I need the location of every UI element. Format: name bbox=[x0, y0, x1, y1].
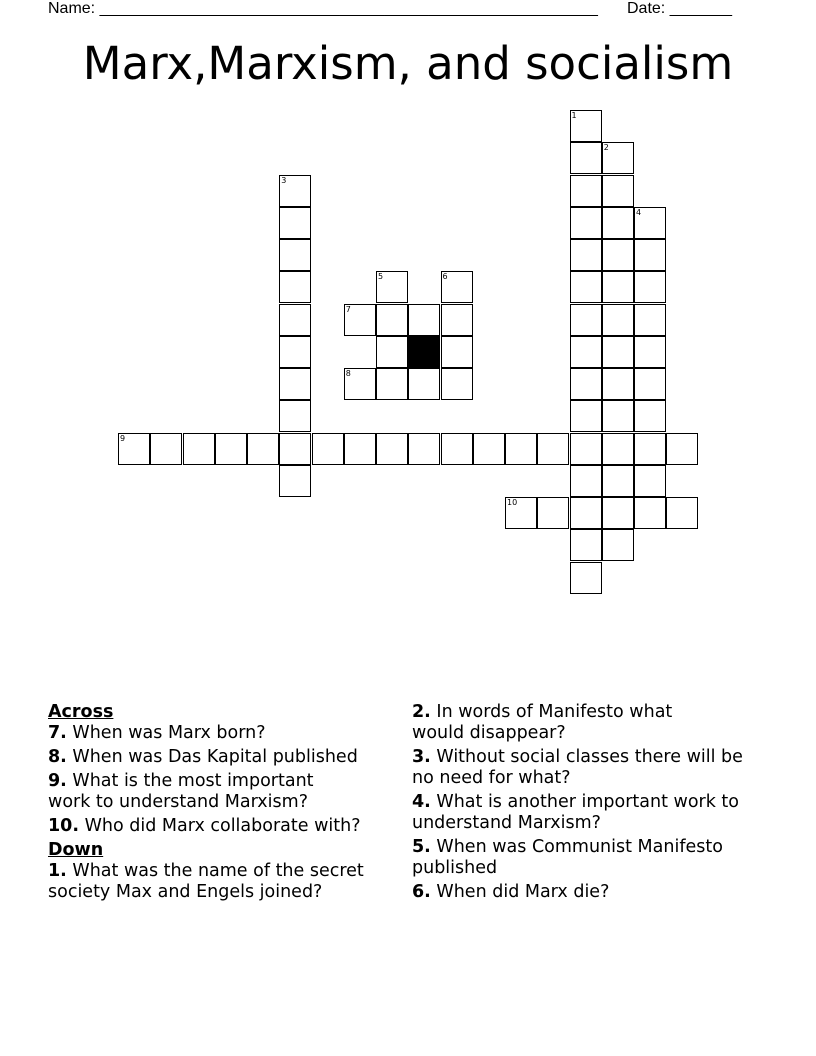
grid-cell[interactable] bbox=[473, 433, 505, 465]
clue-text: In words of Manifesto what would disappear? bbox=[412, 702, 673, 743]
grid-cell[interactable] bbox=[570, 142, 602, 174]
clue-text: What is the most important work to understand Marxism? bbox=[48, 771, 314, 812]
clue-number: 6. bbox=[412, 882, 431, 902]
grid-cell[interactable] bbox=[570, 433, 602, 465]
grid-cell[interactable] bbox=[376, 368, 408, 400]
grid-cell[interactable] bbox=[634, 368, 666, 400]
grid-cell[interactable] bbox=[634, 304, 666, 336]
grid-cell[interactable] bbox=[570, 175, 602, 207]
grid-cell[interactable] bbox=[602, 239, 634, 271]
grid-cell[interactable] bbox=[570, 336, 602, 368]
grid-cell[interactable] bbox=[441, 368, 473, 400]
grid-cell[interactable] bbox=[183, 433, 215, 465]
grid-cell[interactable] bbox=[570, 562, 602, 594]
clue-number: 9. bbox=[48, 771, 67, 791]
clue-number: 4. bbox=[412, 792, 431, 812]
grid-cell[interactable] bbox=[279, 336, 311, 368]
grid-cell[interactable] bbox=[344, 304, 376, 336]
grid-cell[interactable] bbox=[408, 304, 440, 336]
down-clue-4 bbox=[412, 792, 752, 834]
grid-cell[interactable] bbox=[408, 368, 440, 400]
grid-cell[interactable] bbox=[570, 271, 602, 303]
clue-number: 8. bbox=[48, 747, 67, 767]
grid-cell[interactable] bbox=[376, 433, 408, 465]
clue-text: When was Marx born? bbox=[72, 723, 266, 743]
grid-cell[interactable] bbox=[602, 465, 634, 497]
clue-number-label: 6 bbox=[442, 272, 448, 282]
down-clue-1 bbox=[48, 861, 408, 903]
clue-number-label: 4 bbox=[636, 207, 642, 217]
grid-cell[interactable] bbox=[279, 175, 311, 207]
grid-cell[interactable] bbox=[441, 336, 473, 368]
grid-cell[interactable] bbox=[634, 497, 666, 529]
grid-cell[interactable] bbox=[570, 368, 602, 400]
grid-cell[interactable] bbox=[376, 304, 408, 336]
down-clue-3 bbox=[412, 747, 752, 789]
grid-cell[interactable] bbox=[570, 110, 602, 142]
grid-cell[interactable] bbox=[279, 271, 311, 303]
grid-cell[interactable] bbox=[408, 433, 440, 465]
grid-cell[interactable] bbox=[570, 304, 602, 336]
grid-cell[interactable] bbox=[602, 336, 634, 368]
clue-number: 2. bbox=[412, 702, 431, 722]
clue-text: What is another important work to understand Marxism? bbox=[412, 792, 739, 833]
puzzle-title: Marx,Marxism, and socialism bbox=[82, 37, 734, 90]
grid-cell[interactable] bbox=[634, 207, 666, 239]
clue-number: 5. bbox=[412, 837, 431, 857]
grid-cell[interactable] bbox=[537, 497, 569, 529]
grid-cell[interactable] bbox=[279, 207, 311, 239]
grid-cell[interactable] bbox=[602, 433, 634, 465]
grid-cell[interactable] bbox=[570, 465, 602, 497]
clue-number: 1. bbox=[48, 861, 67, 881]
grid-cell[interactable] bbox=[441, 433, 473, 465]
clue-text: When did Marx die? bbox=[436, 882, 610, 902]
grid-cell[interactable] bbox=[570, 529, 602, 561]
grid-cell[interactable] bbox=[279, 304, 311, 336]
clue-number-label: 8 bbox=[345, 369, 351, 378]
grid-cell[interactable] bbox=[602, 207, 634, 239]
grid-cell[interactable] bbox=[376, 271, 408, 303]
across-heading: Across bbox=[48, 702, 114, 722]
clue-number: 10. bbox=[48, 816, 80, 836]
grid-cell[interactable] bbox=[666, 433, 698, 465]
clue-number-label: 1 bbox=[571, 111, 577, 120]
date-field-label: Date: _______ bbox=[627, 0, 732, 17]
grid-cell[interactable] bbox=[279, 239, 311, 271]
clue-number-label: 10 bbox=[507, 498, 518, 507]
grid-cell[interactable] bbox=[279, 368, 311, 400]
grid-cell[interactable] bbox=[602, 304, 634, 336]
grid-cell[interactable] bbox=[602, 368, 634, 400]
grid-cell[interactable] bbox=[570, 207, 602, 239]
down-heading: Down bbox=[48, 840, 104, 860]
clue-text: Who did Marx collaborate with? bbox=[84, 816, 361, 836]
grid-cell[interactable] bbox=[634, 465, 666, 497]
grid-cell[interactable] bbox=[312, 433, 344, 465]
grid-cell[interactable] bbox=[118, 433, 150, 465]
grid-cell[interactable] bbox=[634, 336, 666, 368]
grid-cell[interactable] bbox=[344, 433, 376, 465]
grid-cell[interactable] bbox=[634, 239, 666, 271]
grid-cell[interactable] bbox=[279, 400, 311, 432]
clue-number-label: 2 bbox=[603, 143, 609, 153]
grid-cell[interactable] bbox=[602, 175, 634, 207]
grid-cell[interactable] bbox=[150, 433, 182, 465]
clues-left-column bbox=[48, 702, 408, 906]
down-clue-6 bbox=[412, 882, 752, 903]
clue-number: 3. bbox=[412, 747, 431, 767]
grid-cell[interactable] bbox=[634, 433, 666, 465]
grid-cell[interactable] bbox=[570, 400, 602, 432]
clue-text: When was Communist Manifesto published bbox=[412, 837, 723, 878]
grid-cell[interactable] bbox=[279, 433, 311, 465]
grid-cell[interactable] bbox=[602, 497, 634, 529]
grid-cell[interactable] bbox=[441, 304, 473, 336]
clue-number-label: 5 bbox=[378, 272, 384, 282]
grid-cell[interactable] bbox=[602, 271, 634, 303]
grid-cell[interactable] bbox=[570, 239, 602, 271]
clue-text: What was the name of the secret society Max and Engels joined? bbox=[48, 861, 364, 902]
grid-cell[interactable] bbox=[344, 368, 376, 400]
grid-cell[interactable] bbox=[505, 497, 537, 529]
clue-number-label: 3 bbox=[281, 175, 287, 185]
grid-cell[interactable] bbox=[602, 142, 634, 174]
clue-number: 7. bbox=[48, 723, 67, 743]
across-clue-8 bbox=[48, 747, 408, 768]
grid-cell[interactable] bbox=[634, 271, 666, 303]
clue-text: Without social classes there will be no need for what? bbox=[412, 747, 743, 788]
clue-text: When was Das Kapital published bbox=[72, 747, 358, 767]
black-square bbox=[408, 336, 440, 368]
grid-cell[interactable] bbox=[376, 336, 408, 368]
across-clue-10 bbox=[48, 816, 408, 837]
grid-cell[interactable] bbox=[505, 433, 537, 465]
grid-cell[interactable] bbox=[441, 271, 473, 303]
clue-number-label: 9 bbox=[120, 433, 126, 443]
grid-cell[interactable] bbox=[570, 497, 602, 529]
grid-cell[interactable] bbox=[247, 433, 279, 465]
down-clue-2 bbox=[412, 702, 712, 744]
grid-cell[interactable] bbox=[634, 400, 666, 432]
across-clue-7 bbox=[48, 723, 408, 744]
grid-cell[interactable] bbox=[215, 433, 247, 465]
grid-cell[interactable] bbox=[602, 400, 634, 432]
grid-cell[interactable] bbox=[279, 465, 311, 497]
name-field-label: Name: ________________________________________________________ bbox=[48, 0, 598, 17]
clue-number-label: 7 bbox=[345, 304, 351, 314]
clues-right-column bbox=[412, 702, 752, 906]
across-clue-9 bbox=[48, 771, 348, 813]
grid-cell[interactable] bbox=[537, 433, 569, 465]
grid-cell[interactable] bbox=[666, 497, 698, 529]
grid-cell[interactable] bbox=[602, 529, 634, 561]
down-clue-5 bbox=[412, 837, 752, 879]
